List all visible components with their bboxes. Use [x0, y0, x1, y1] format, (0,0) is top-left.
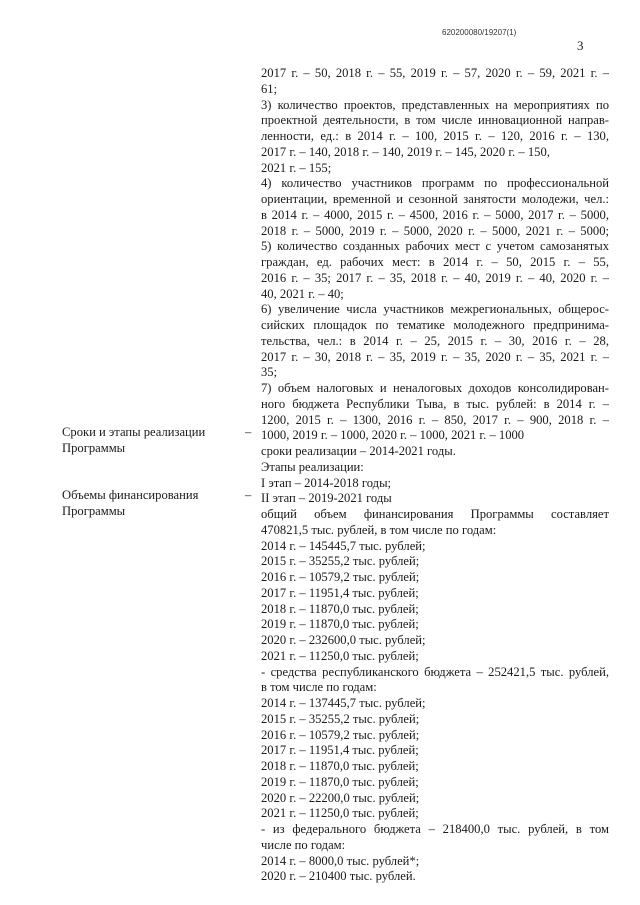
text-line: сийских площадок по тематике молодежного предпринима- — [261, 318, 609, 332]
text-line: 2014 г. – 145445,7 тыс. рублей; — [261, 538, 426, 553]
text-line: 2018 г. – 5000, 2019 г. – 5000, 2020 г. – 5000, 2021 г. – 5000; — [261, 223, 609, 238]
text-line: числе по годам: — [261, 837, 346, 852]
text-line: 2015 г. – 35255,2 тыс. рублей; — [261, 554, 420, 569]
text-line: 2018 г. – 11870,0 тыс. рублей; — [261, 759, 419, 773]
row-label-terms: Сроки и этапы реализации Программы — [62, 425, 206, 455]
text-line: проектной деятельности, в том числе инновационной направ- — [261, 113, 609, 128]
text-line: тельства, чел.: в 2014 г. – 25, 2015 г. – 30, 2016 г. – 28, — [261, 333, 609, 348]
text-line: 2018 г. – 11870,0 тыс. рублей; — [261, 601, 419, 616]
text-line: сроки реализации – 2014-2021 годы. — [261, 444, 456, 458]
text-line: 2015 г. – 35255,2 тыс. рублей; — [261, 711, 420, 726]
text-line: 2020 г. – 22200,0 тыс. рублей; — [261, 790, 420, 805]
text-line: 2016 г. – 35; 2017 г. – 35, 2018 г. – 40, 2019 г. – 40, 2020 г. – — [261, 270, 609, 285]
text-line: 2020 г. – 232600,0 тыс. рублей; — [261, 633, 426, 647]
text-line: I этап – 2014-2018 годы; — [261, 475, 392, 490]
text-line: 2021 г. – 11250,0 тыс. рублей; — [261, 648, 419, 663]
text-line: 2016 г. – 10579,2 тыс. рублей; — [261, 570, 420, 584]
text-line: 2021 г. – 11250,0 тыс. рублей; — [261, 806, 419, 821]
row-separator-funding: – — [245, 488, 252, 502]
text-line: 35; — [261, 365, 278, 380]
text-line: ленности, ед.: в 2014 г. – 100, 2015 г. – 120, 2016 г. – 130, — [261, 129, 609, 143]
text-line: 2019 г. – 11870,0 тыс. рублей; — [261, 617, 419, 632]
text-line: 2017 г. – 50, 2018 г. – 55, 2019 г. – 57, 2020 г. – 59, 2021 г. – — [261, 66, 609, 80]
text-line: 1000, 2019 г. – 1000, 2020 г. – 1000, 2021 г. – 1000 — [261, 428, 525, 443]
text-line: - средства республиканского бюджета – 252421,5 тыс. рублей, — [261, 664, 609, 679]
text-line: общий объем финансирования Программы составляет — [261, 507, 609, 521]
text-line: 470821,5 тыс. рублей, в том числе по годам: — [261, 522, 497, 537]
text-line: Этапы реализации: — [261, 459, 364, 474]
text-line: 2019 г. – 11870,0 тыс. рублей; — [261, 774, 419, 789]
row-label-funding: Объемы финансирования Программы — [62, 488, 199, 518]
text-line: 2021 г. – 155; — [261, 160, 332, 175]
text-line: 3) количество проектов, представленных на мероприятиях по — [261, 97, 609, 112]
text-line: 2017 г. – 140, 2018 г. – 140, 2019 г. – 145, 2020 г. – 150, — [261, 144, 550, 159]
text-line: 1200, 2015 г. – 1300, 2016 г. – 850, 2017 г. – 900, 2018 г. – — [261, 412, 609, 427]
text-line: 2017 г. – 11951,4 тыс. рублей; — [261, 585, 419, 600]
text-line: 2014 г. – 137445,7 тыс. рублей; — [261, 696, 426, 710]
row-separator-terms: – — [245, 425, 252, 439]
document-code: 620200080/19207(1) — [442, 28, 517, 37]
text-line: ориентации, временной и сезонной занятости молодежи, чел.: — [261, 192, 609, 206]
text-line: в том числе по годам: — [261, 680, 377, 695]
text-line: граждан, ед. рабочих мест: в 2014 г. – 50, 2015 г. – 55, — [261, 255, 609, 269]
text-line: 2016 г. – 10579,2 тыс. рублей; — [261, 727, 420, 742]
text-line: II этап – 2019-2021 годы — [261, 491, 392, 506]
text-line: в 2014 г. – 4000, 2015 г. – 4500, 2016 г. – 5000, 2017 г. – 5000, — [261, 207, 609, 222]
text-line: 2017 г. – 30, 2018 г. – 35, 2019 г. – 35, 2020 г. – 35, 2021 г. – — [261, 349, 609, 364]
text-line: 2017 г. – 11951,4 тыс. рублей; — [261, 743, 419, 758]
text-line: 61; — [261, 81, 278, 96]
right-column-text — [261, 66, 609, 885]
text-line: 4) количество участников программ по профессиональной — [261, 176, 609, 191]
text-line: 6) увеличение числа участников межрегиональных, общерос- — [261, 302, 609, 317]
text-line: 40, 2021 г. – 40; — [261, 286, 344, 301]
text-line: 7) объем налоговых и неналоговых доходов консолидирован- — [261, 381, 609, 395]
text-line: 2014 г. – 8000,0 тыс. рублей*; — [261, 853, 420, 868]
page-number: 3 — [577, 38, 584, 53]
text-line: 2020 г. – 210400 тыс. рублей. — [261, 869, 416, 884]
text-line: 5) количество созданных рабочих мест с учетом самозанятых — [261, 239, 609, 254]
text-line: - из федерального бюджета – 218400,0 тыс. рублей, в том — [261, 822, 609, 836]
text-line: ного бюджета Республики Тыва, в тыс. рублей: в 2014 г. – — [261, 396, 609, 411]
